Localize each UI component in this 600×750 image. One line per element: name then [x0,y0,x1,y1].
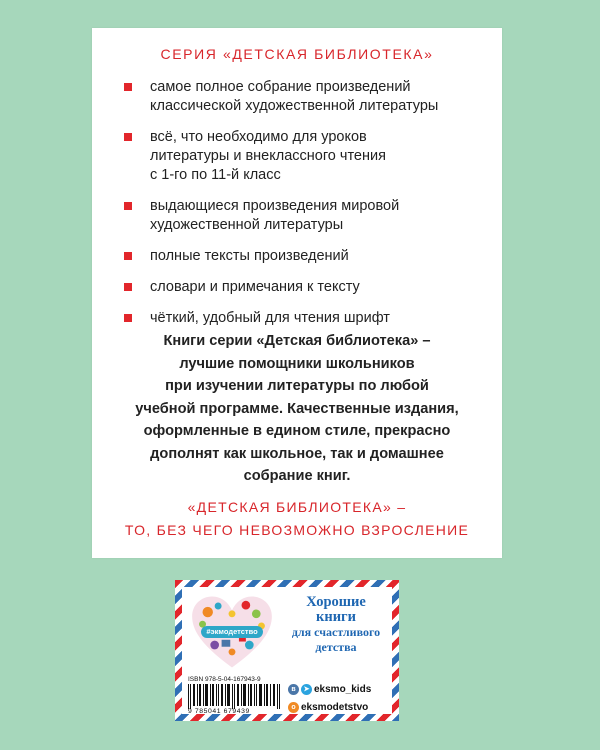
series-tagline [92,496,502,542]
postcard-panel [175,580,399,721]
description-line: дополнят как школьное, так и домашнее [150,445,444,462]
postcard-slogan [280,595,392,655]
feature-list [122,78,482,340]
feature-line: всё, что необходимо для уроков [150,129,367,145]
feature-item [122,278,482,297]
tagline-line: ТО, БЕЗ ЧЕГО НЕВОЗМОЖНО ВЗРОСЛЕНИЕ [124,522,470,538]
social-row-kids [288,682,371,697]
description-line: оформленные в едином стиле, прекрасно [143,423,451,439]
feature-item [122,247,482,266]
tagline-line: «ДЕТСКАЯ БИБЛИОТЕКА» – [187,499,407,515]
bullet-square-icon [124,252,132,260]
social-row-detstvo [288,700,371,715]
isbn-label: ISBN 978-5-04-167943-9 [188,676,261,683]
vk-icon: в [288,684,299,695]
feature-line: с 1-го по 11-й класс [150,167,281,183]
feature-line: выдающиеся произведения мировой [150,198,400,214]
description-line: Книги серии «Детская библиотека» – [163,333,431,349]
bullet-square-icon [124,133,132,141]
feature-line: художественной литературы [150,217,344,233]
feature-item [122,78,482,116]
social-handle-kids: eksmo_kids [314,684,372,695]
hashtag-badge: #экмодетство [201,626,263,638]
feature-line: литературы и внеклассного чтения [150,148,386,164]
description-line: при изучении литературы по любой [165,378,429,394]
barcode-icon [188,684,280,709]
social-handle-detstvo: eksmodetstvo [301,702,369,713]
feature-line: чёткий, удобный для чтения шрифт [150,310,390,326]
social-links [288,682,371,718]
bullet-square-icon [124,83,132,91]
feature-item [122,197,482,235]
description-line: собрание книг. [243,468,351,484]
bullet-square-icon [124,283,132,291]
bullet-square-icon [124,314,132,322]
ok-icon: о [288,702,299,713]
torn-paper-panel [92,28,502,558]
telegram-icon: ➤ [301,684,312,695]
bullet-square-icon [124,202,132,210]
description-line: учебной программе. Качественные издания, [135,400,459,417]
series-title: СЕРИЯ «ДЕТСКАЯ БИБЛИОТЕКА» [160,46,434,62]
barcode-number: 9 785041 679439 [188,708,250,715]
slogan-line: детства [315,640,357,654]
series-description [112,330,482,488]
slogan-line: для счастливого [291,625,381,639]
feature-line: классической художественной литературы [150,98,439,114]
feature-line: самое полное собрание произведений [150,79,411,95]
description-line: лучшие помощники школьников [179,355,415,372]
feature-line: словари и примечания к тексту [150,279,360,295]
feature-item [122,309,482,328]
feature-item [122,128,482,185]
feature-line: полные тексты произведений [150,248,349,264]
slogan-line: Хорошие [306,594,366,610]
slogan-line: книги [315,609,356,625]
